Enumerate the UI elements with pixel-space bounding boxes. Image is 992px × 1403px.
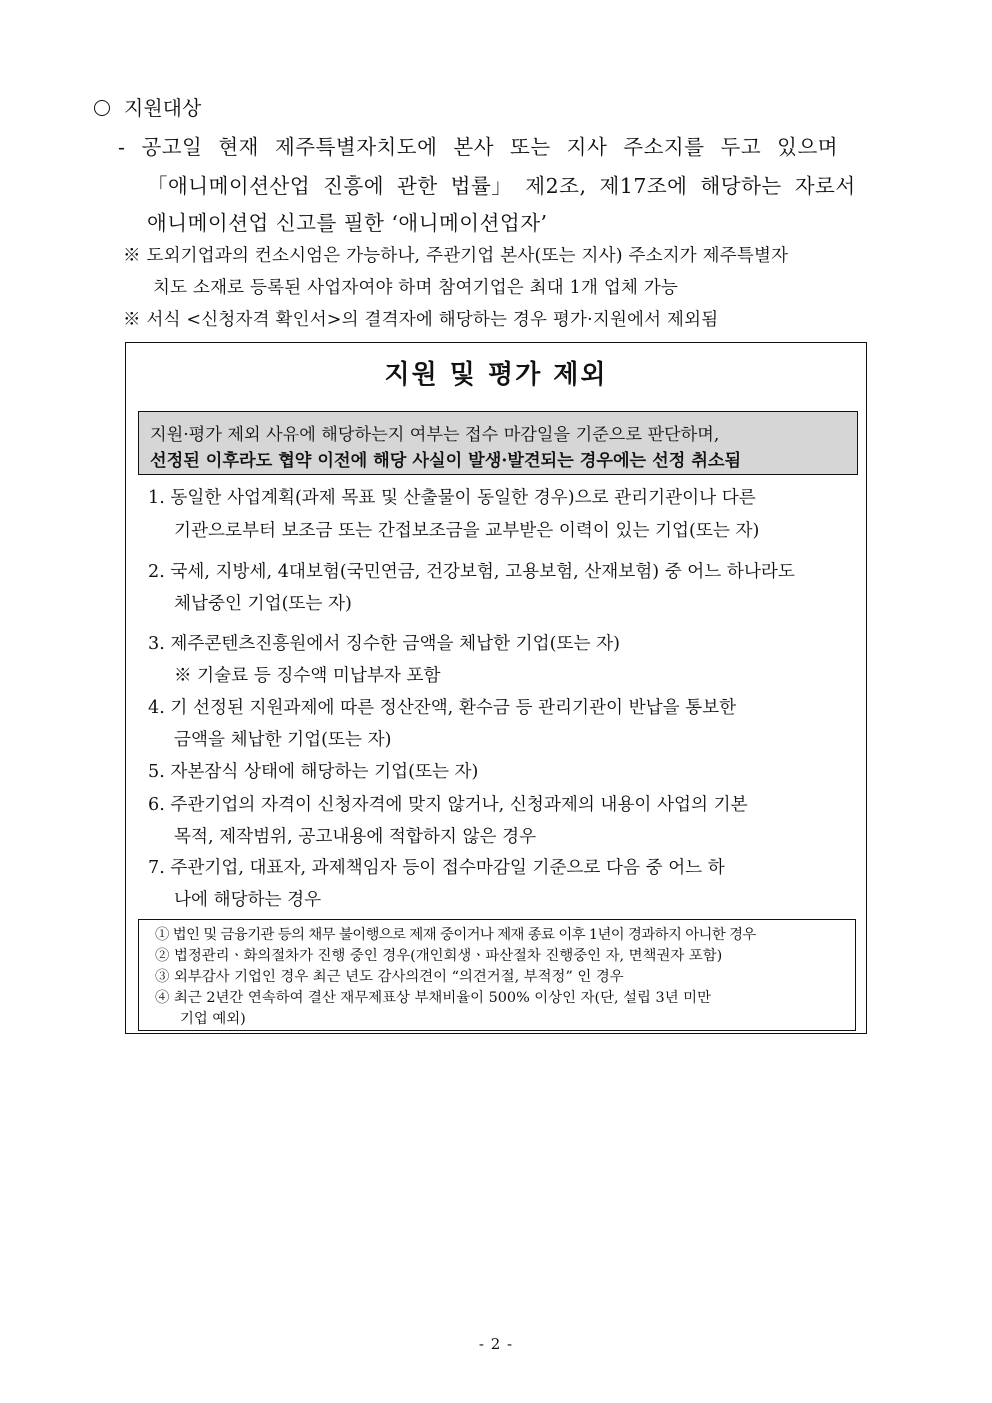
exclusion-item-4 (148, 694, 737, 750)
item-text-cont: 나에 해당하는 경우 (174, 890, 322, 910)
item-text-cont: 목적, 제작범위, 공고내용에 적합하지 않은 경우 (174, 827, 537, 847)
item-text-cont: 기관으로부터 보조금 또는 간접보조금을 교부받은 이력이 있는 기업(또는 자) (174, 521, 760, 541)
page-number: - 2 - (478, 1335, 514, 1353)
note-disqualified: ※ 서식 <신청자격 확인서>의 결격자에 해당하는 경우 평가·지원에서 제외됨 (123, 310, 719, 330)
item-text: 7. 주관기업, 대표자, 과제책임자 등이 접수마감일 기준으로 다음 중 어느 하 (148, 858, 725, 878)
sub-condition-4: ④ 최근 2년간 연속하여 결산 재무제표상 부채비율이 500% 이상인 자(단, 설립 3년 미만 (155, 990, 711, 1006)
eligibility-line-1: - 공고일 현재 제주특별자치도에 본사 또는 지사 주소지를 두고 있으며 (118, 135, 839, 159)
sub-condition-4-cont: 기업 예외) (180, 1011, 246, 1027)
sub-conditions-box (138, 919, 856, 1031)
item-text: 2. 국세, 지방세, 4대보험(국민연금, 건강보험, 고용보험, 산재보험) 중 어느 하나라도 (148, 562, 795, 582)
exclusion-item-2 (148, 558, 795, 614)
item-text: 1. 동일한 사업계획(과제 목표 및 산출물이 동일한 경우)으로 관리기관이나 다른 (148, 488, 756, 508)
section-heading (94, 92, 201, 121)
note-consortium: ※ 도외기업과의 컨소시엄은 가능하나, 주관기업 본사(또는 지사) 주소지가 제주특별자 (123, 246, 789, 266)
eligibility-line-2: 「애니메이션산업 진흥에 관한 법률」 제2조, 제17조에 해당하는 자로서 (147, 174, 856, 198)
note-consortium-cont: 치도 소재로 등록된 사업자여야 하며 참여기업은 최대 1개 업체 가능 (153, 278, 679, 298)
sub-condition-3: ③ 외부감사 기업인 경우 최근 년도 감사의견이 “의견거절, 부적정” 인 경우 (155, 969, 624, 985)
item-text-cont: 체납중인 기업(또는 자) (174, 594, 352, 614)
section-title: 지원대상 (124, 96, 202, 120)
item-text-cont: 금액을 체납한 기업(또는 자) (174, 730, 392, 750)
exclusion-item-1 (148, 484, 760, 541)
sub-condition-1: ① 법인 및 금융기관 등의 채무 불이행으로 제재 중이거나 제재 종료 이후 1년이 경과하지 아니한 경우 (155, 927, 756, 943)
sub-condition-2: ② 법정관리ㆍ화의절차가 진행 중인 경우(개인회생ㆍ파산절차 진행중인 자, 면책권자 포함) (155, 948, 723, 964)
item-text: 4. 기 선정된 지원과제에 따른 정산잔액, 환수금 등 관리기관이 반납을 통보한 (148, 698, 737, 718)
item-text: 5. 자본잠식 상태에 해당하는 기업(또는 자) (148, 762, 479, 782)
exclusion-item-6 (148, 791, 748, 847)
exclusion-item-7 (148, 854, 725, 910)
notice-line-1: 지원·평가 제외 사유에 해당하는지 여부는 접수 마감일을 기준으로 판단하며, (150, 425, 720, 445)
circle-bullet-icon (94, 100, 110, 116)
box-title: 지원 및 평가 제외 (384, 360, 608, 390)
notice-line-2: 선정된 이후라도 협약 이전에 해당 사실이 발생·발견되는 경우에는 선정 취소됨 (150, 451, 742, 471)
exclusion-box (125, 342, 867, 1034)
item-text-cont: ※ 기술료 등 징수액 미납부자 포함 (174, 666, 441, 686)
item-text: 3. 제주콘텐츠진흥원에서 징수한 금액을 체납한 기업(또는 자) (148, 634, 620, 654)
exclusion-item-3 (148, 630, 620, 686)
shaded-notice (138, 411, 858, 475)
exclusion-item-5 (148, 758, 478, 783)
item-text: 6. 주관기업의 자격이 신청자격에 맞지 않거나, 신청과제의 내용이 사업의 기본 (148, 795, 748, 815)
eligibility-line-3: 애니메이션업 신고를 필한 ‘애니메이션업자’ (147, 211, 548, 235)
